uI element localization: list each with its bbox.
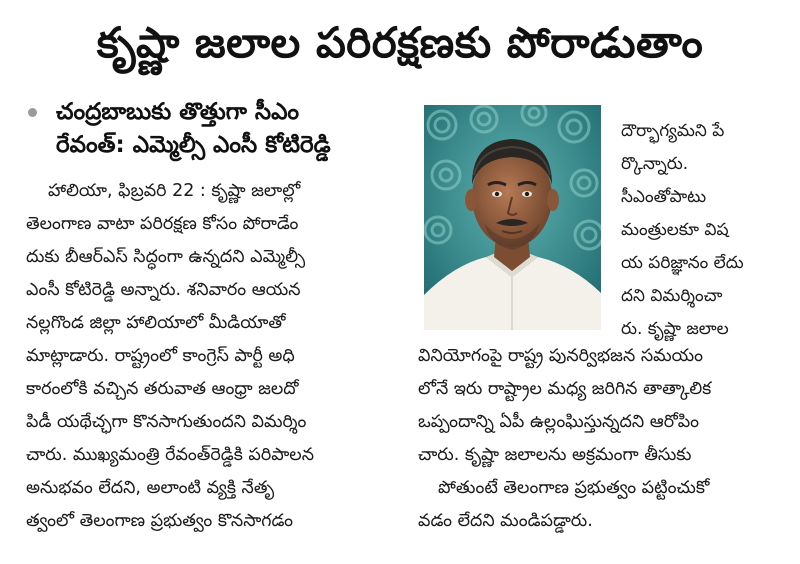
body-line: పిడీ యథేచ్ఛగా కొనసాగుతుందని విమర్శిం bbox=[26, 412, 307, 432]
subheadline bbox=[28, 96, 408, 162]
subheadline-line-1: చంద్రబాబుకు తొత్తుగా సీఎం bbox=[56, 99, 300, 125]
body-line: దని విమర్శించా bbox=[621, 286, 723, 306]
body-line: య పరిజ్ఞానం లేదు bbox=[621, 253, 744, 273]
body-line: హాలియా, ఫిబ్రవరి 22 : కృష్ణా జలాల్లో bbox=[48, 181, 301, 201]
article-body-right-column bbox=[621, 115, 786, 346]
body-line: త్వంలో తెలంగాణ ప్రభుత్వం కొనసాగడం bbox=[26, 511, 294, 531]
body-line: చారు. కృష్ణా జలాలను అక్రమంగా తీసుకు bbox=[418, 445, 692, 465]
article-body-left-column bbox=[26, 175, 414, 538]
body-line: దుకు బీఆర్ఎస్ సిద్ధంగా ఉన్నదని ఎమ్మెల్సీ bbox=[26, 247, 306, 267]
headline: కృష్ణా జలాల పరిరక్షణకు పోరాడుతాం bbox=[96, 18, 704, 67]
body-line: తెలంగాణ వాటా పరిరక్షణ కోసం పోరాడేం bbox=[26, 214, 299, 234]
body-line: రు. కృష్ణా జలాల bbox=[621, 319, 729, 339]
body-line: మాట్లాడారు. రాష్ట్రంలో కాంగ్రెస్ పార్టీ అధి bbox=[26, 346, 295, 366]
body-line: పోతుంటే తెలంగాణ ప్రభుత్వం పట్టించుకో bbox=[438, 478, 710, 498]
subheadline-line-2: రేవంత్: ఎమ్మెల్సీ ఎంసీ కోటిరెడ్డి bbox=[56, 132, 331, 158]
body-line: వడం లేదని మండిపడ్డారు. bbox=[418, 511, 593, 531]
body-line: లోనే ఇరు రాష్ట్రాల మధ్య జరిగిన తాత్కాలిక bbox=[418, 379, 712, 399]
body-line: కారంలోకి వచ్చిన తరువాత ఆంధ్రా జలదో bbox=[26, 379, 299, 399]
body-line: ఒప్పందాన్ని ఏపీ ఉల్లంఘిస్తున్నదని ఆరోపిం bbox=[418, 412, 700, 432]
body-line: సీఎంతోపాటు bbox=[621, 187, 707, 207]
body-line: మంత్రులకూ విష bbox=[621, 220, 729, 240]
bullet-icon bbox=[28, 108, 37, 117]
body-line: ఎంసీ కోటిరెడ్డి అన్నారు. శనివారం ఆయన bbox=[26, 280, 301, 300]
portrait-illustration bbox=[424, 105, 601, 330]
body-line: దౌర్భాగ్యమని పే bbox=[621, 121, 725, 141]
article-body-bottom-column bbox=[418, 340, 788, 538]
body-line: నల్లగొండ జిల్లా హాలియాలో మీడియాతో bbox=[26, 313, 286, 333]
body-line: ర్కొన్నారు. bbox=[621, 154, 689, 174]
body-line: వినియోగంపై రాష్ట్ర పునర్విభజన సమయం bbox=[418, 346, 703, 366]
portrait-photo bbox=[424, 105, 601, 330]
body-line: అనుభవం లేదని, అలాంటి వ్యక్తి నేతృ bbox=[26, 478, 275, 498]
body-line: చారు. ముఖ్యమంత్రి రేవంత్‌రెడ్డికి పరిపాలన bbox=[26, 445, 314, 465]
